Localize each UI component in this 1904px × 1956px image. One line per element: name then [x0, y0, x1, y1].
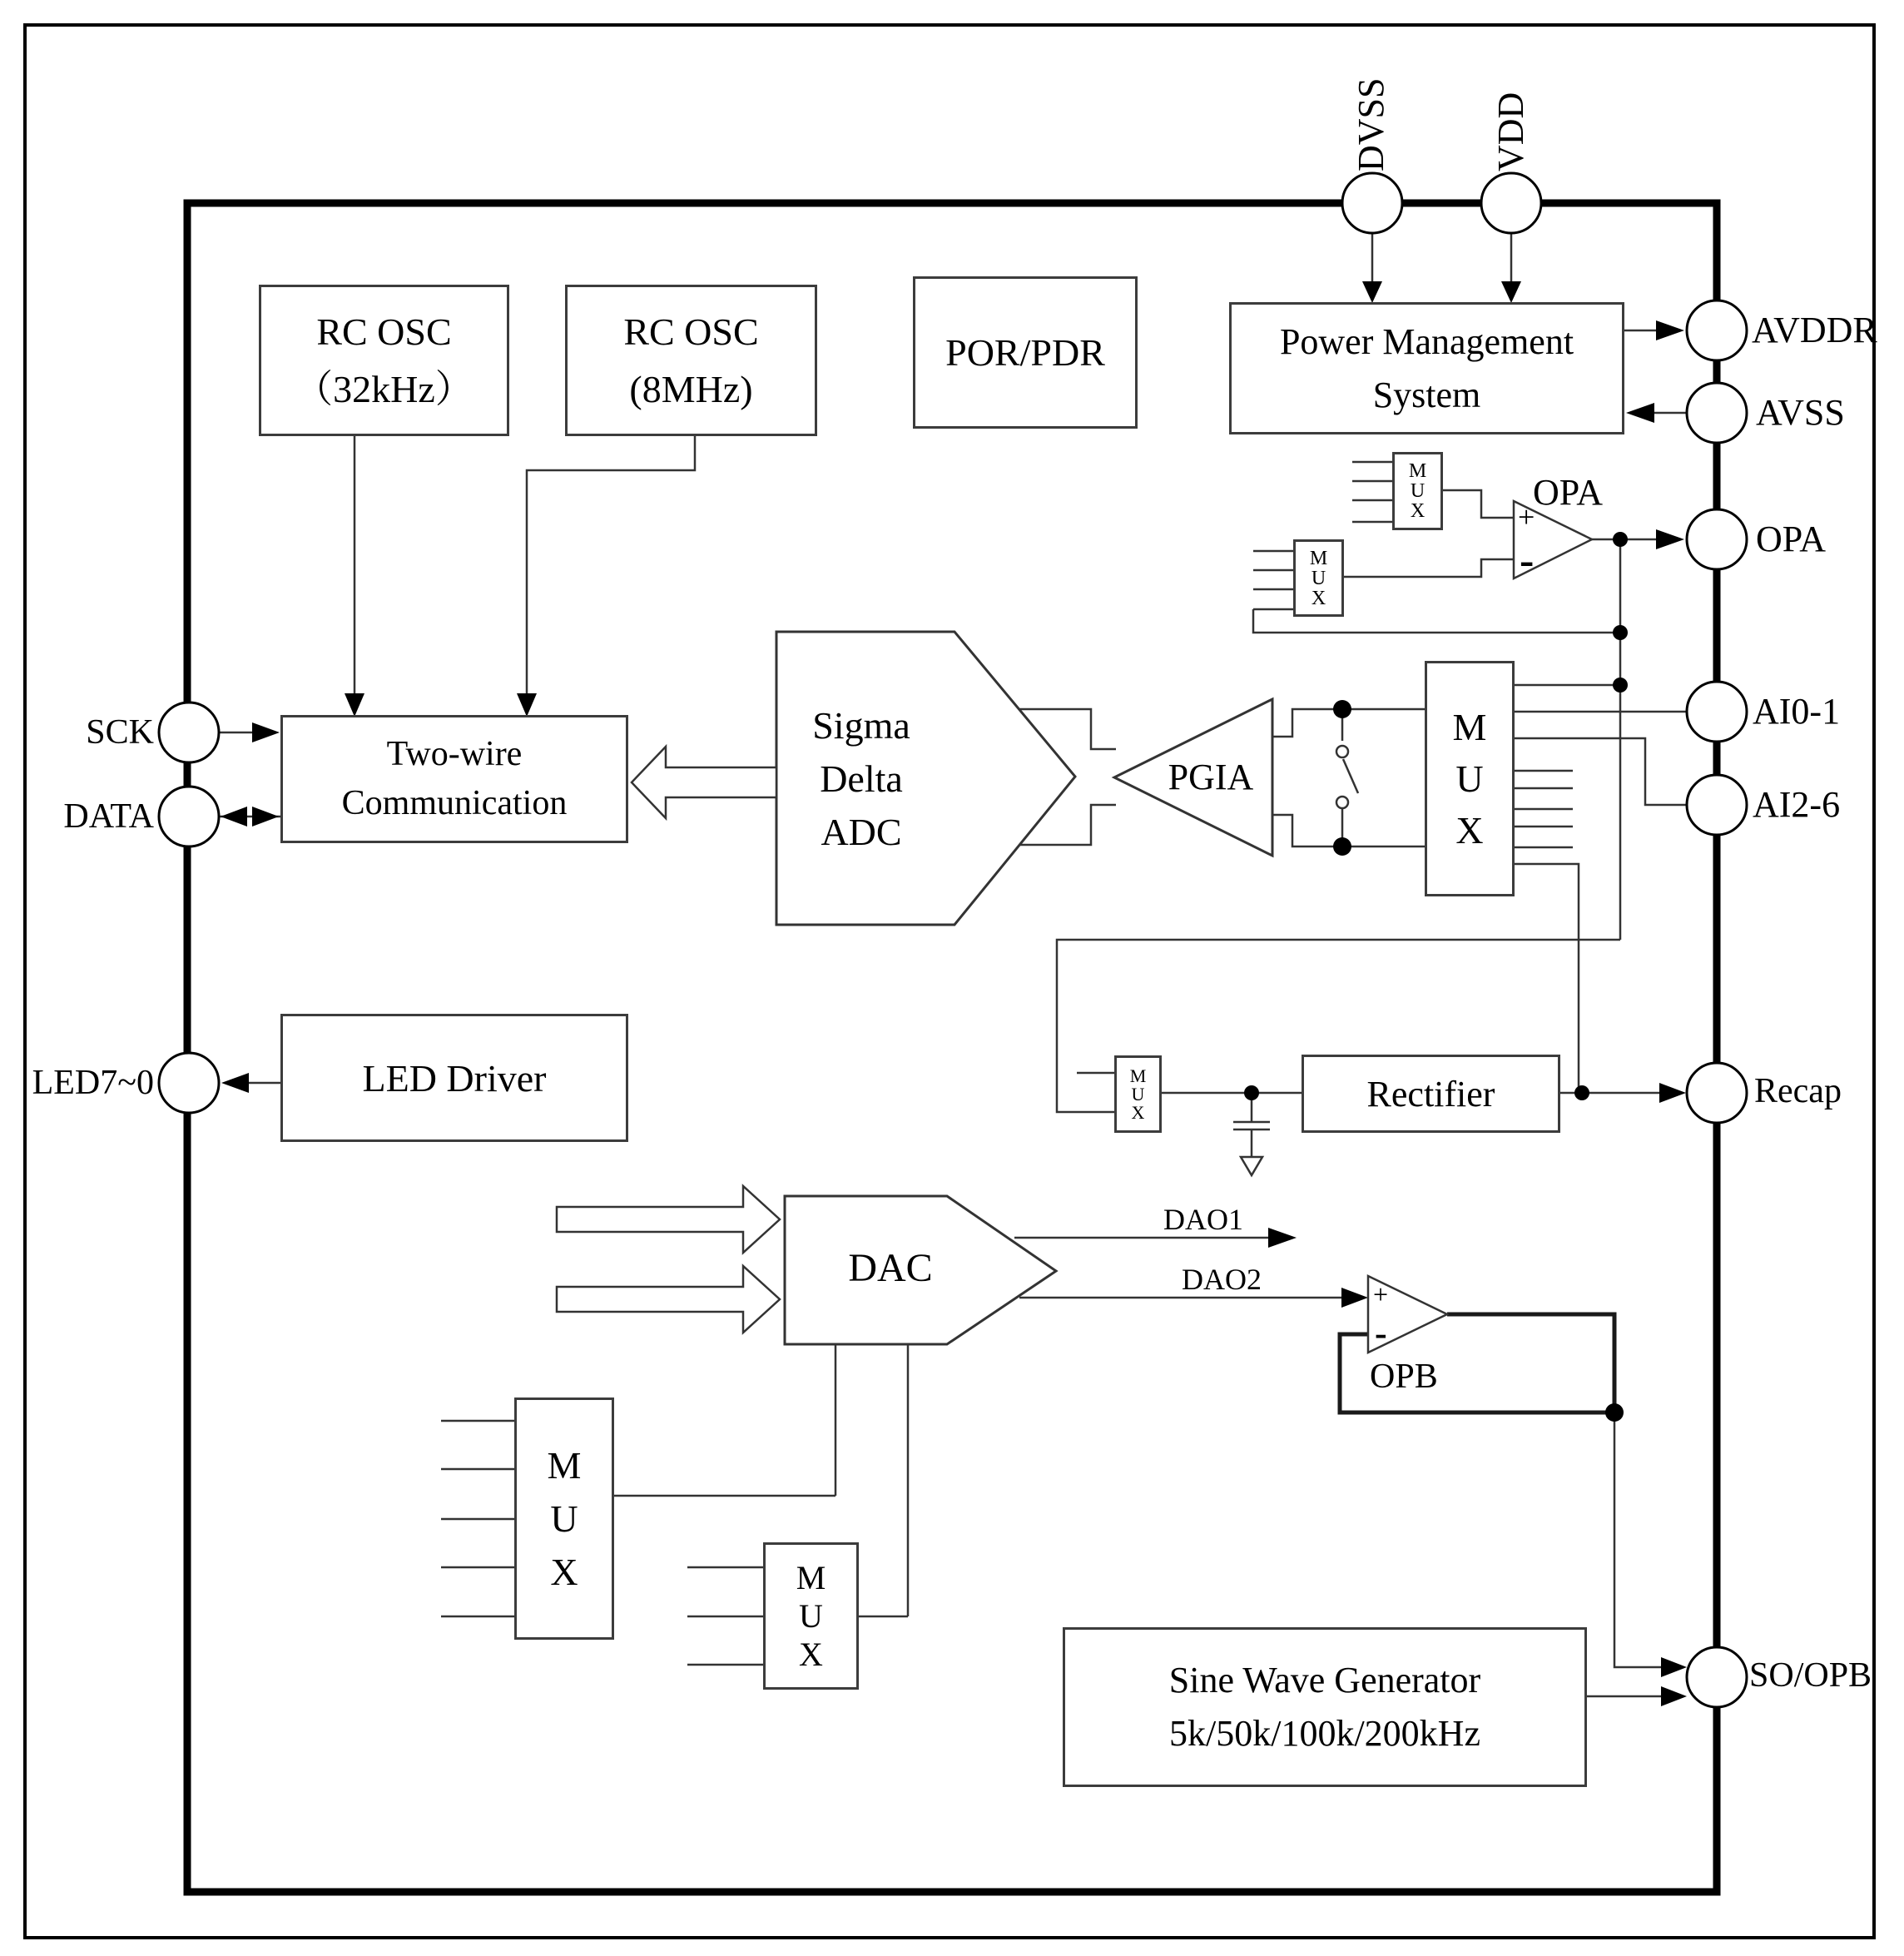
- mux-letter: X: [1410, 500, 1426, 522]
- rc-osc-8mhz-line1: RC OSC: [623, 310, 759, 353]
- ground-icon: [1241, 1157, 1262, 1175]
- pin-avss-circle: [1687, 383, 1747, 443]
- arrowheads: [221, 281, 1687, 1706]
- block-sine-wave-generator: [1063, 1627, 1587, 1787]
- block-led-driver: [280, 1014, 628, 1142]
- two-wire-line1: Two-wire: [386, 735, 523, 774]
- block-mux-opa-neg: [1293, 539, 1344, 617]
- arrow-left-data-icon: [221, 807, 247, 827]
- arrow-right-data-icon: [252, 807, 279, 827]
- arrow-right-opb-out-icon: [1661, 1657, 1687, 1677]
- mux-letter: X: [799, 1635, 823, 1673]
- block-two-wire-communication: [280, 715, 628, 843]
- arrow-down-vdd-icon: [1501, 281, 1521, 303]
- sigma-delta-adc-label: [753, 699, 969, 859]
- block-mux-dac-a: [514, 1397, 614, 1640]
- mux-letter: X: [1131, 1101, 1145, 1123]
- power-mgmt-line2: System: [1372, 374, 1481, 415]
- mux-letter: X: [1311, 587, 1326, 609]
- block-mux-rectifier: [1114, 1055, 1162, 1133]
- opa-plus-sign: +: [1518, 500, 1535, 534]
- mux-letter: X: [550, 1550, 578, 1593]
- rc-osc-32k-line1: RC OSC: [316, 310, 452, 353]
- pin-label-opa: OPA: [1756, 519, 1826, 559]
- pgia-label: PGIA: [1168, 757, 1254, 797]
- por-pdr-label: POR/PDR: [945, 331, 1105, 374]
- pin-label-ai26: AI2-6: [1753, 784, 1841, 825]
- mux-letter: M: [1309, 547, 1328, 569]
- opa-amp-label: OPA: [1533, 472, 1603, 513]
- pin-ai26-circle: [1687, 775, 1747, 835]
- block-mux-dac-b: [763, 1542, 859, 1690]
- pin-label-avss: AVSS: [1756, 392, 1845, 433]
- pin-avddr-circle: [1687, 300, 1747, 360]
- pin-label-recap: Recap: [1754, 1072, 1842, 1110]
- mux-letter: U: [1455, 757, 1484, 800]
- rectifier-label: Rectifier: [1366, 1073, 1495, 1115]
- mux-letter: M: [547, 1443, 582, 1487]
- block-rc-osc-32k: [259, 285, 509, 436]
- arrow-down-osc8-icon: [517, 693, 537, 717]
- opa-minus-sign: -: [1520, 537, 1535, 584]
- mux-letter: U: [550, 1497, 578, 1540]
- block-por-pdr: [913, 276, 1138, 429]
- opb-amp-label: OPB: [1370, 1358, 1438, 1396]
- pin-ai01-circle: [1687, 682, 1747, 742]
- mux-letter: X: [1455, 808, 1484, 851]
- block-power-management: [1229, 302, 1624, 434]
- signal-wires: [219, 233, 1687, 1696]
- arrow-down-dvss-icon: [1362, 281, 1382, 303]
- rc-osc-8mhz-line2: (8MHz): [629, 368, 753, 410]
- pin-recap-circle: [1687, 1063, 1747, 1123]
- mux-letter: M: [796, 1558, 826, 1596]
- arrow-right-sck-icon: [252, 722, 280, 742]
- block-mux-opa-pos: [1392, 452, 1443, 530]
- two-wire-line2: Communication: [341, 784, 568, 822]
- opb-minus-sign: -: [1375, 1313, 1387, 1353]
- dao1-signal-label: DAO1: [1163, 1203, 1243, 1236]
- mux-letter: M: [1452, 705, 1487, 748]
- pin-data-circle: [159, 787, 219, 846]
- dac-input-block-arrow-2-icon: [557, 1266, 780, 1333]
- block-rectifier: [1302, 1055, 1560, 1133]
- analog-switch-icon: [1336, 746, 1348, 808]
- led-driver-label: LED Driver: [362, 1056, 547, 1100]
- dac-label: DAC: [848, 1246, 933, 1290]
- pin-soopb-circle: [1687, 1647, 1747, 1707]
- mux-letter: M: [1129, 1065, 1147, 1086]
- arrow-right-dao1-icon: [1268, 1228, 1297, 1248]
- mux-letter: U: [1311, 567, 1326, 589]
- dac-input-block-arrow-1-icon: [557, 1186, 780, 1253]
- pin-label-dvss: DVSS: [1351, 77, 1391, 171]
- adc-line1: Sigma: [812, 704, 910, 747]
- pin-label-vdd: VDD: [1490, 92, 1531, 171]
- pin-sck-circle: [159, 702, 219, 762]
- dao2-signal-label: DAO2: [1182, 1263, 1262, 1296]
- pin-label-led: LED7~0: [32, 1064, 154, 1102]
- sine-wave-gen-line1: Sine Wave Generator: [1168, 1660, 1481, 1701]
- arrow-left-led-icon: [221, 1073, 249, 1093]
- pin-label-data: DATA: [63, 797, 154, 836]
- arrow-right-swg-out-icon: [1661, 1686, 1687, 1706]
- opb-plus-sign: +: [1373, 1279, 1389, 1309]
- mux-letter: U: [799, 1596, 823, 1635]
- mux-letter: M: [1408, 460, 1427, 482]
- arrow-right-recap-icon: [1659, 1083, 1686, 1103]
- arrow-right-opa-icon: [1656, 529, 1684, 549]
- pin-opa-circle: [1687, 509, 1747, 569]
- adc-line2: Delta: [820, 757, 903, 800]
- pin-led-circle: [159, 1053, 219, 1113]
- block-mux-analog-input: [1425, 661, 1515, 896]
- pin-label-ai01: AI0-1: [1753, 691, 1841, 732]
- pin-label-sck: SCK: [86, 713, 154, 752]
- pin-vdd-circle: [1481, 173, 1541, 233]
- block-rc-osc-8mhz: [565, 285, 817, 436]
- arrow-right-dao2-icon: [1341, 1288, 1368, 1308]
- pin-dvss-circle: [1342, 173, 1402, 233]
- power-mgmt-line1: Power Management: [1279, 320, 1574, 362]
- arrow-down-osc32-icon: [345, 693, 364, 717]
- arrow-right-avddr-icon: [1656, 320, 1684, 340]
- pin-label-avddr: AVDDR: [1752, 310, 1877, 350]
- arrow-left-avss-icon: [1626, 403, 1654, 423]
- mux-letter: U: [1131, 1083, 1145, 1105]
- adc-line3: ADC: [821, 811, 902, 853]
- rc-osc-32k-line2: （32kHz）: [295, 368, 474, 410]
- pin-label-soopb: SO/OPB: [1749, 1656, 1872, 1695]
- mux-letter: U: [1410, 480, 1426, 502]
- sine-wave-gen-line2: 5k/50k/100k/200kHz: [1169, 1713, 1480, 1754]
